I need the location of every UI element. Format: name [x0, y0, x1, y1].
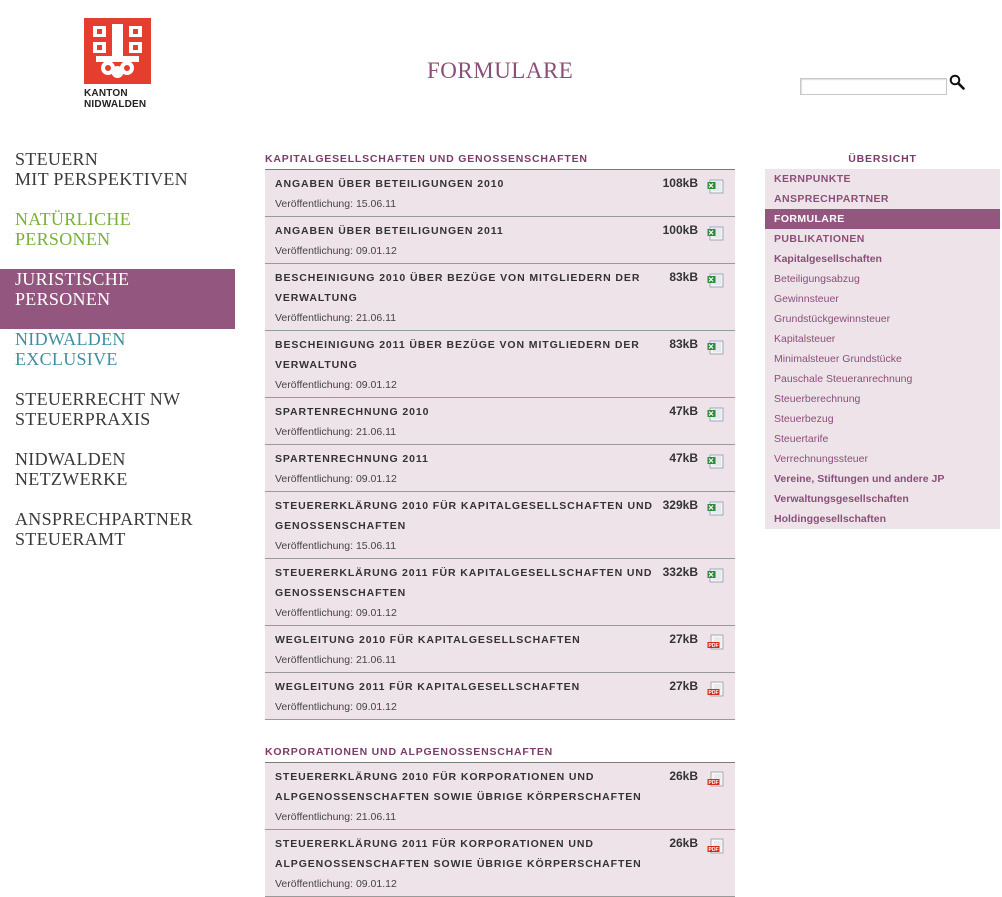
document-row [265, 398, 735, 445]
file-size: 332kB [662, 565, 698, 579]
search-input[interactable] [800, 78, 947, 95]
excel-file-icon[interactable] [707, 406, 725, 422]
nav-item-line2: PERSONEN [15, 229, 111, 249]
publication-date: Veröffentlichung: 09.01.12 [275, 607, 397, 619]
svg-text:PDF: PDF [708, 847, 719, 853]
overview-item-beteiligungsabzug[interactable]: Beteiligungsabzug [765, 269, 1000, 289]
svg-text:PDF: PDF [708, 780, 719, 786]
document-row [265, 673, 735, 720]
excel-file-icon[interactable] [707, 225, 725, 241]
publication-date: Veröffentlichung: 09.01.12 [275, 701, 397, 713]
section-title-korporationen: KORPORATIONEN UND ALPGENOSSENSCHAFTEN [265, 743, 735, 763]
document-row [265, 626, 735, 673]
nav-item-steuern-mit-perspektiven[interactable] [0, 149, 235, 209]
document-link[interactable]: WEGLEITUNG 2011 FÜR KAPITALGESELLSCHAFTEN [275, 681, 581, 693]
publication-date: Veröffentlichung: 09.01.12 [275, 473, 397, 485]
document-link[interactable]: ANGABEN ÜBER BETEILIGUNGEN 2010 [275, 178, 505, 190]
publication-date: Veröffentlichung: 09.01.12 [275, 245, 397, 257]
nav-item-line1: STEUERRECHT NW [15, 389, 181, 409]
file-size: 100kB [662, 223, 698, 237]
file-size: 27kB [669, 679, 698, 693]
nav-item-nidwalden-exclusive[interactable] [0, 329, 235, 389]
section-title-kapitalgesellschaften: KAPITALGESELLSCHAFTEN UND GENOSSENSCHAFTEN [265, 150, 735, 170]
document-link[interactable]: SPARTENRECHNUNG 2011 [275, 453, 429, 465]
nav-item-juristische-personen[interactable] [0, 269, 235, 329]
file-size: 26kB [669, 836, 698, 850]
page-title: FORMULARE [427, 58, 574, 83]
kanton-logo[interactable] [84, 18, 154, 110]
overview-navigation [765, 150, 1000, 529]
publication-date: Veröffentlichung: 21.06.11 [275, 312, 397, 324]
nav-item-nidwalden-netzwerke[interactable] [0, 449, 235, 509]
document-link[interactable]: ANGABEN ÜBER BETEILIGUNGEN 2011 [275, 225, 504, 237]
publication-date: Veröffentlichung: 09.01.12 [275, 878, 397, 890]
logo-text-nidwalden: NIDWALDEN [84, 99, 147, 110]
nav-item-line2: EXCLUSIVE [15, 349, 118, 369]
document-row [265, 445, 735, 492]
overview-item-publikationen[interactable]: PUBLIKATIONEN [765, 229, 1000, 249]
document-link[interactable]: SPARTENRECHNUNG 2010 [275, 406, 430, 418]
document-link[interactable]: STEUERERKLÄRUNG 2010 FÜR KORPORATIONEN UND ALPGENOSSENSCHAFTEN SOWIE ÜBRIGE KÖRPERSCHAFTEN [275, 771, 642, 803]
document-row [265, 830, 735, 897]
document-row [265, 217, 735, 264]
nav-item-line1: STEUERN [15, 149, 99, 169]
document-row [265, 264, 735, 331]
document-link[interactable]: STEUERERKLÄRUNG 2010 FÜR KAPITALGESELLSCHAFTEN UND GENOSSENSCHAFTEN [275, 500, 653, 532]
file-size: 47kB [669, 404, 698, 418]
excel-file-icon[interactable] [707, 500, 725, 516]
document-link[interactable]: STEUERERKLÄRUNG 2011 FÜR KORPORATIONEN UND ALPGENOSSENSCHAFTEN SOWIE ÜBRIGE KÖRPERSCHAFTEN [275, 838, 642, 870]
file-size: 108kB [662, 176, 698, 190]
overview-item-steuerbezug[interactable]: Steuerbezug [765, 409, 1000, 429]
document-row [265, 170, 735, 217]
publication-date: Veröffentlichung: 15.06.11 [275, 540, 397, 552]
overview-item-gewinnsteuer[interactable]: Gewinnsteuer [765, 289, 1000, 309]
pdf-file-icon[interactable] [707, 681, 725, 697]
document-row [265, 559, 735, 626]
document-link[interactable]: STEUERERKLÄRUNG 2011 FÜR KAPITALGESELLSCHAFTEN UND GENOSSENSCHAFTEN [275, 567, 653, 599]
nav-item-line1: NIDWALDEN [15, 449, 126, 469]
logo-text-kanton: KANTON [84, 88, 128, 99]
excel-file-icon[interactable] [707, 339, 725, 355]
publication-date: Veröffentlichung: 21.06.11 [275, 426, 397, 438]
excel-file-icon[interactable] [707, 567, 725, 583]
overview-item-pauschale-steueranrechnung[interactable]: Pauschale Steueranrechnung [765, 369, 1000, 389]
file-size: 83kB [669, 337, 698, 351]
overview-item-holdinggesellschaften[interactable]: Holdinggesellschaften [765, 509, 1000, 529]
nav-item-line2: PERSONEN [15, 289, 111, 309]
file-size: 83kB [669, 270, 698, 284]
nav-item-line1: NATÜRLICHE [15, 209, 131, 229]
excel-file-icon[interactable] [707, 272, 725, 288]
file-size: 26kB [669, 769, 698, 783]
left-navigation [0, 149, 235, 569]
document-link[interactable]: BESCHEINIGUNG 2011 ÜBER BEZÜGE VON MITGLIEDERN DER VERWALTUNG [275, 339, 640, 371]
overview-item-verrechnungssteuer[interactable]: Verrechnungssteuer [765, 449, 1000, 469]
overview-item-kapitalgesellschaften[interactable]: Kapitalgesellschaften [765, 249, 1000, 269]
file-size: 47kB [669, 451, 698, 465]
excel-file-icon[interactable] [707, 453, 725, 469]
publication-date: Veröffentlichung: 21.06.11 [275, 654, 397, 666]
nav-item-line1: ANSPRECHPARTNER [15, 509, 193, 529]
nav-item-steuerrecht[interactable] [0, 389, 235, 449]
publication-date: Veröffentlichung: 09.01.12 [275, 379, 397, 391]
nav-item-line2: STEUERPRAXIS [15, 409, 151, 429]
excel-file-icon[interactable] [707, 178, 725, 194]
overview-item-minimalsteuer[interactable]: Minimalsteuer Grundstücke [765, 349, 1000, 369]
document-row [265, 763, 735, 830]
overview-item-kapitalsteuer[interactable]: Kapitalsteuer [765, 329, 1000, 349]
svg-text:PDF: PDF [708, 643, 719, 649]
svg-text:PDF: PDF [708, 690, 719, 696]
nav-item-line1: JURISTISCHE [15, 269, 130, 289]
nav-item-line2: STEUERAMT [15, 529, 126, 549]
search-icon[interactable] [949, 74, 965, 90]
document-row [265, 331, 735, 398]
nav-item-line2: NETZWERKE [15, 469, 128, 489]
overview-title: ÜBERSICHT [848, 153, 917, 165]
nav-item-ansprechpartner-steueramt[interactable] [0, 509, 235, 569]
nav-item-line2: MIT PERSPEKTIVEN [15, 169, 188, 189]
overview-item-steuerberechnung[interactable]: Steuerberechnung [765, 389, 1000, 409]
nav-item-line1: NIDWALDEN [15, 329, 126, 349]
publication-date: Veröffentlichung: 15.06.11 [275, 198, 397, 210]
document-link[interactable]: WEGLEITUNG 2010 FÜR KAPITALGESELLSCHAFTEN [275, 634, 581, 646]
file-size: 329kB [662, 498, 698, 512]
overview-item-formulare[interactable]: FORMULARE [765, 209, 1000, 229]
document-link[interactable]: BESCHEINIGUNG 2010 ÜBER BEZÜGE VON MITGLIEDERN DER VERWALTUNG [275, 272, 641, 304]
pdf-file-icon[interactable] [707, 634, 725, 650]
overview-item-kernpunkte[interactable]: KERNPUNKTE [765, 169, 1000, 189]
forms-list [265, 150, 735, 897]
pdf-file-icon[interactable] [707, 771, 725, 787]
overview-item-vereine[interactable]: Vereine, Stiftungen und andere JP [765, 469, 1000, 489]
overview-item-verwaltungsgesellschaften[interactable]: Verwaltungsgesellschaften [765, 489, 1000, 509]
overview-item-grundstueckgewinnsteuer[interactable]: Grundstückgewinnsteuer [765, 309, 1000, 329]
document-row [265, 492, 735, 559]
pdf-file-icon[interactable] [707, 838, 725, 854]
coat-of-arms-icon [84, 18, 151, 84]
nav-item-natuerliche-personen[interactable] [0, 209, 235, 269]
overview-item-ansprechpartner[interactable]: ANSPRECHPARTNER [765, 189, 1000, 209]
file-size: 27kB [669, 632, 698, 646]
publication-date: Veröffentlichung: 21.06.11 [275, 811, 397, 823]
overview-item-steuertarife[interactable]: Steuertarife [765, 429, 1000, 449]
